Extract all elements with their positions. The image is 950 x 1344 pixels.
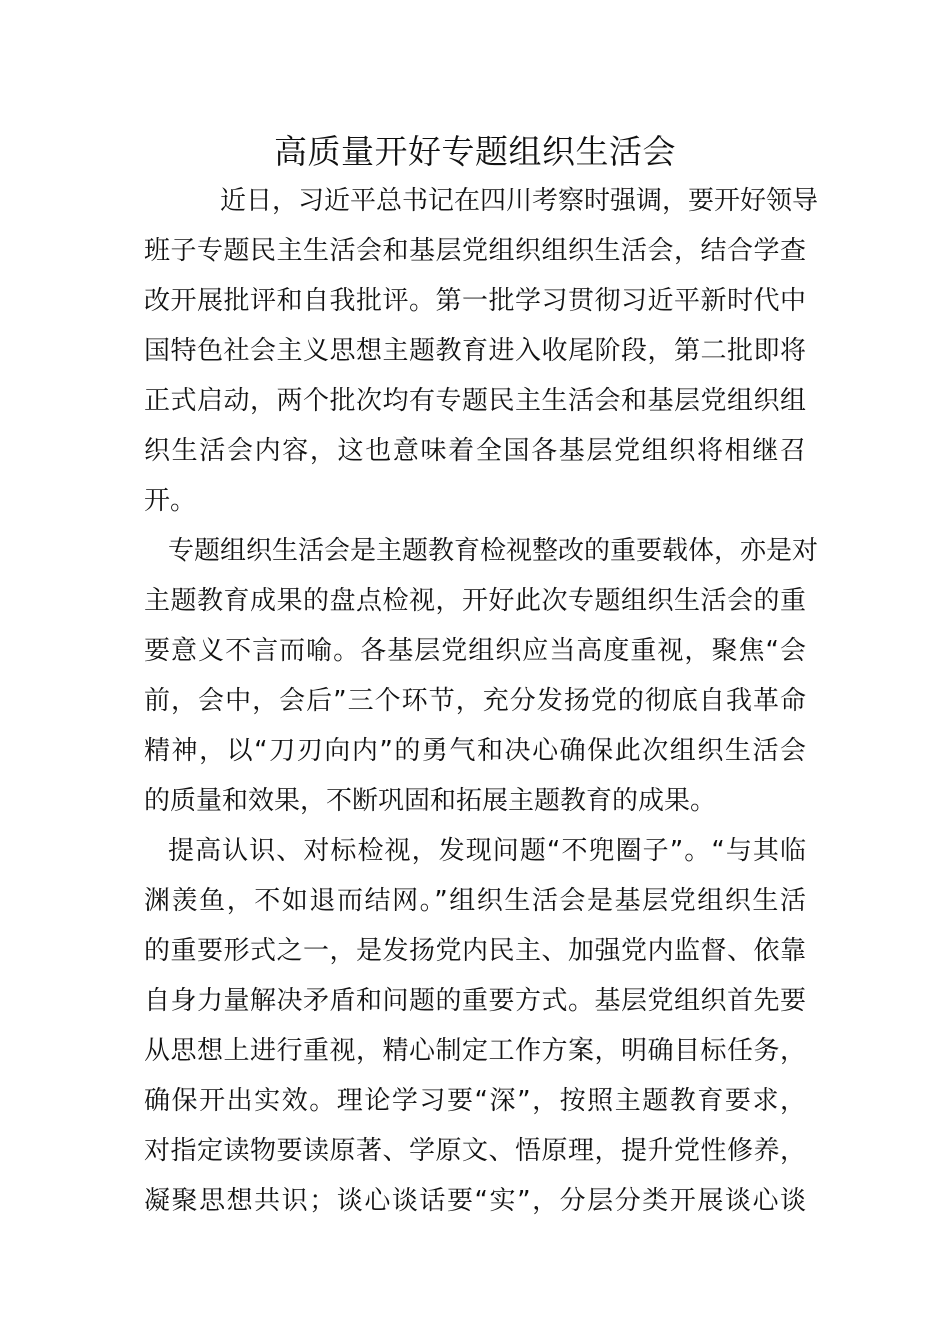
document-title: 高质量开好专题组织生活会 [274, 132, 676, 171]
paragraph-1-line-3: 改开展批评和自我批评。第一批学习贯彻习近平新时代中 [144, 286, 806, 316]
paragraph-2-line-1: 专题组织生活会是主题教育检视整改的重要载体，亦是对 [168, 536, 819, 566]
paragraph-1-line-4: 国特色社会主义思想主题教育进入收尾阶段，第二批即将 [144, 336, 806, 366]
paragraph-3-line-5: 从思想上进行重视，精心制定工作方案，明确目标任务， [144, 1036, 806, 1066]
paragraph-2-line-4: 前，会中，会后”三个环节，充分发扬党的彻底自我革命 [144, 686, 806, 716]
paragraph-3-line-2: 渊羡鱼，不如退而结网。”组织生活会是基层党组织生活 [144, 886, 806, 916]
paragraph-1-line-6: 织生活会内容，这也意味着全国各基层党组织将相继召 [144, 436, 806, 466]
paragraph-3-line-4: 自身力量解决矛盾和问题的重要方式。基层党组织首先要 [144, 986, 806, 1016]
paragraph-2-line-6: 的质量和效果，不断巩固和拓展主题教育的成果。 [144, 786, 717, 816]
paragraph-2-line-2: 主题教育成果的盘点检视，开好此次专题组织生活会的重 [144, 586, 806, 616]
paragraph-1-line-2: 班子专题民主生活会和基层党组织组织生活会，结合学查 [144, 236, 806, 266]
paragraph-3-line-1: 提高认识、对标检视，发现问题“不兜圈子”。“与其临 [168, 836, 806, 866]
paragraph-3-line-3: 的重要形式之一，是发扬党内民主、加强党内监督、依靠 [144, 936, 806, 966]
paragraph-3-line-8: 凝聚思想共识；谈心谈话要“实”，分层分类开展谈心谈 [144, 1186, 806, 1216]
paragraph-2-line-5: 精神，以“刀刃向内”的勇气和决心确保此次组织生活会 [144, 736, 806, 766]
paragraph-2-line-3: 要意义不言而喻。各基层党组织应当高度重视，聚焦“会 [144, 636, 806, 666]
paragraph-1-line-1: 近日，习近平总书记在四川考察时强调，要开好领导 [220, 186, 819, 216]
paragraph-3-line-7: 对指定读物要读原著、学原文、悟原理，提升党性修养， [144, 1136, 806, 1166]
paragraph-1-line-5: 正式启动，两个批次均有专题民主生活会和基层党组织组 [144, 386, 806, 416]
paragraph-1-line-7: 开。 [144, 486, 197, 516]
paragraph-3-line-6: 确保开出实效。理论学习要“深”，按照主题教育要求， [144, 1086, 806, 1116]
